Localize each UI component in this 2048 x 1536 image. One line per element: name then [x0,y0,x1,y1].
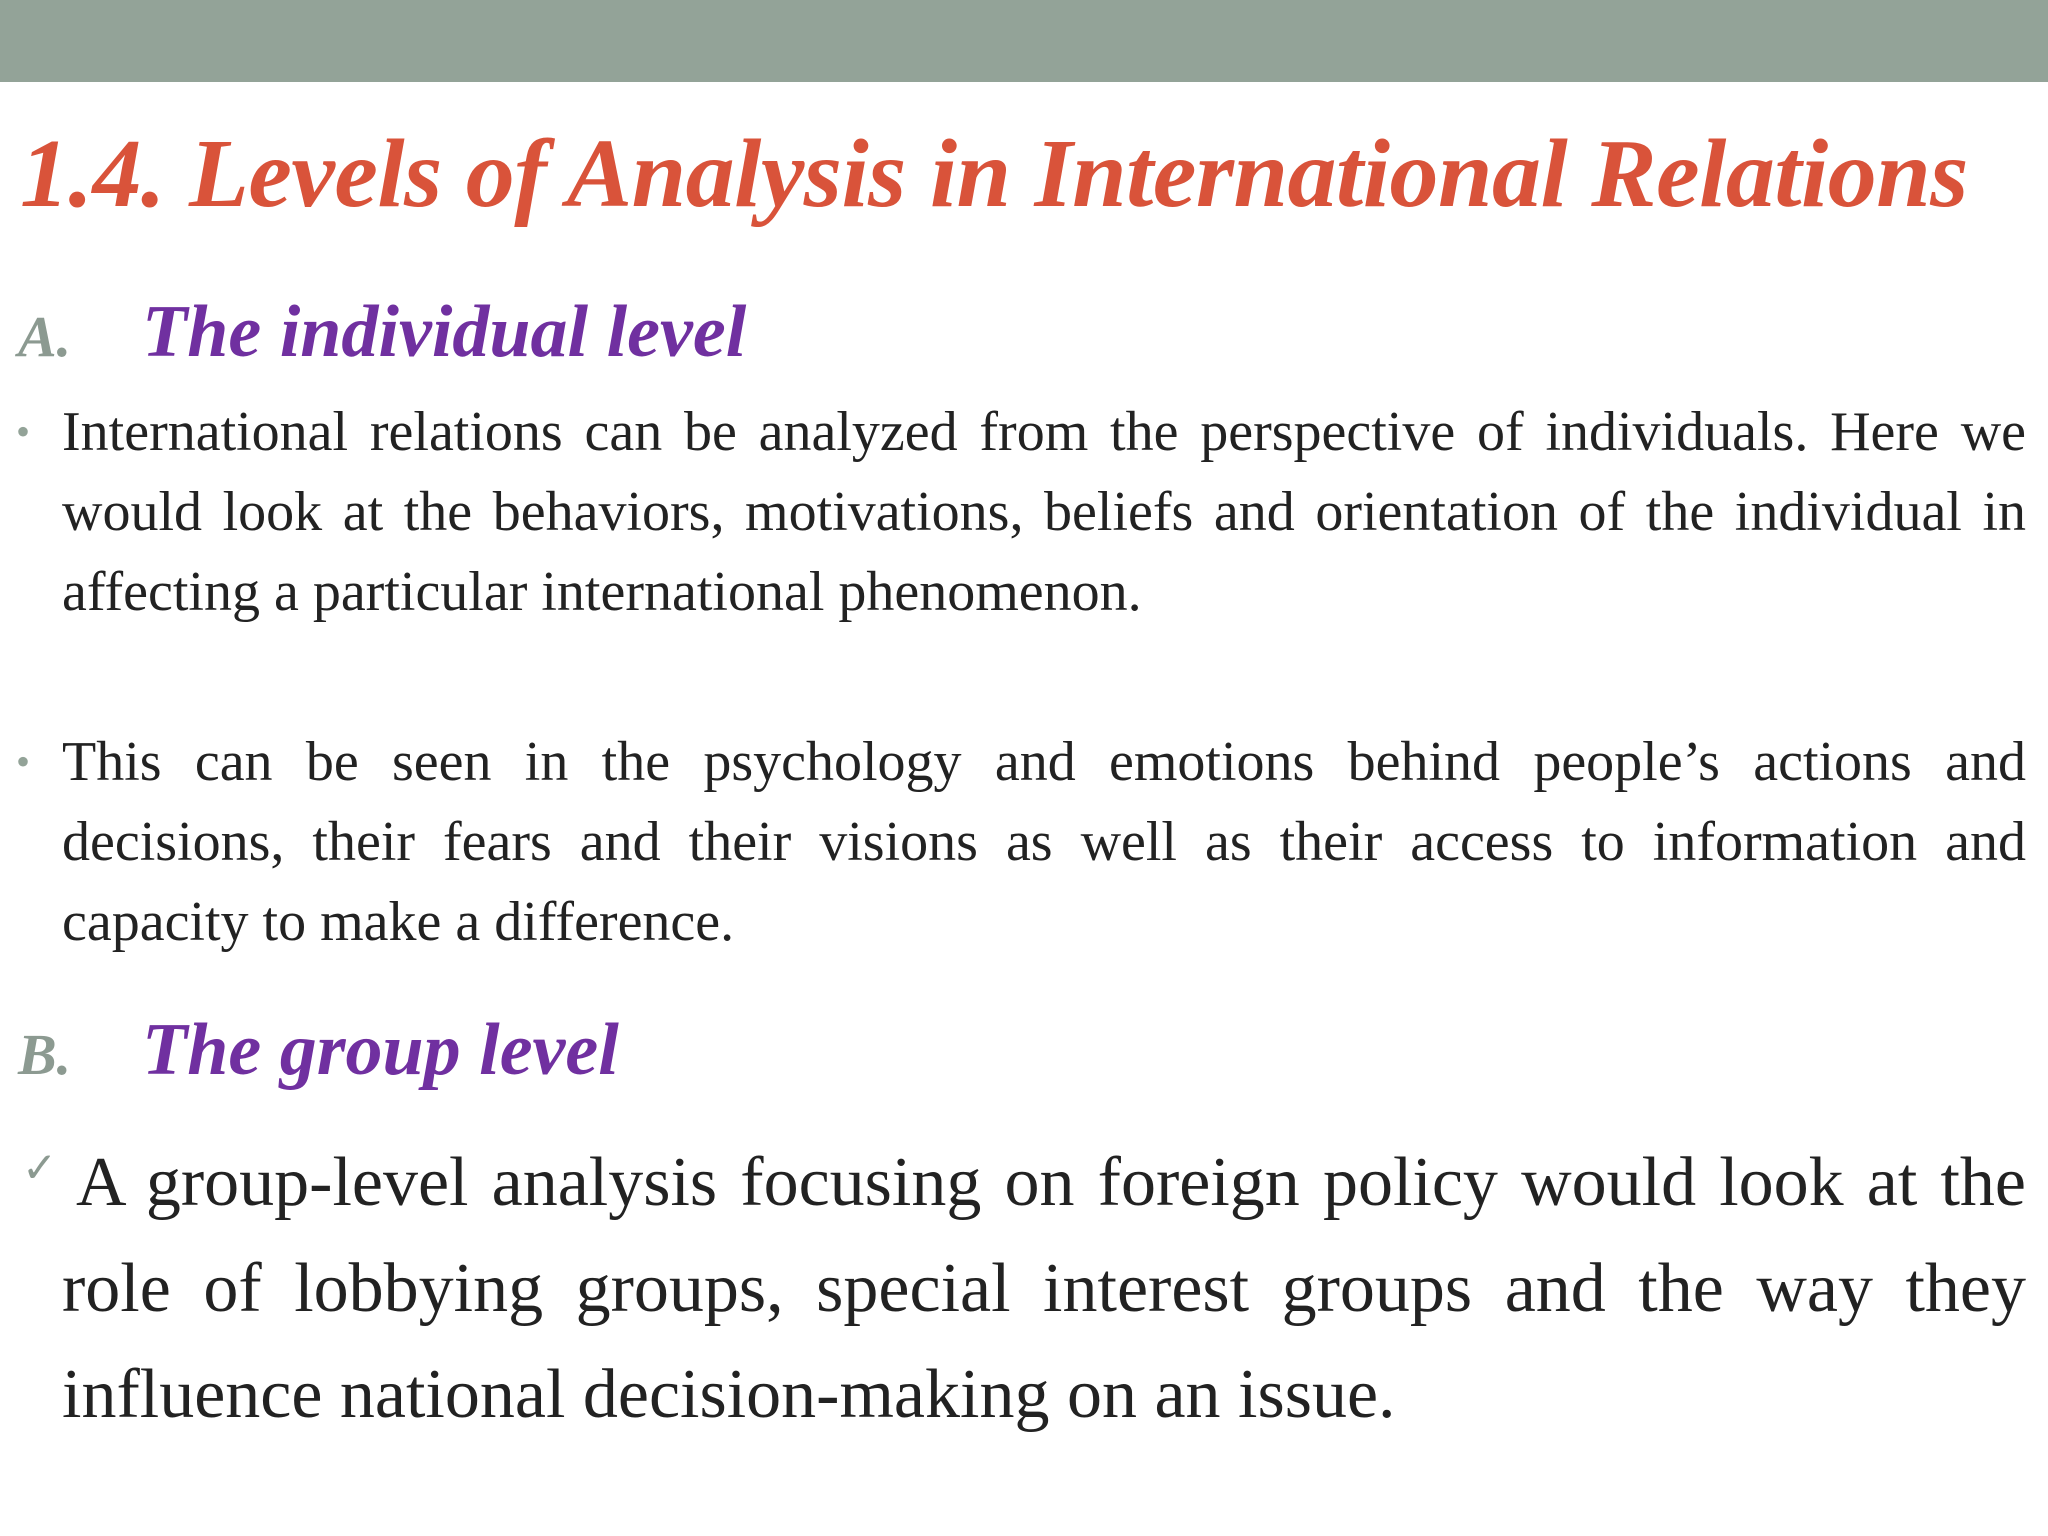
section-heading-text: The individual level [142,291,747,373]
bullet-dot-icon: • [16,739,31,784]
section-heading-text: The group level [142,1009,619,1091]
bullet-text: A group-level analysis focusing on foreign policy would look at the role of lobbying groups, special interest groups and the way they influence national decision-making on an issue. [62,1144,2026,1433]
section-heading-individual [18,284,746,397]
slide-title: 1.4. Levels of Analysis in International Relations [20,120,1968,228]
section-letter: B. [18,1022,72,1087]
bullet-item [22,1130,2026,1448]
bullet-text: This can be seen in the psychology and emotions behind people’s actions and decisions, their fears and their visions as well as their access to information and capacity to make a difference. [62,731,2026,953]
checkmark-icon: ✓ [22,1146,58,1192]
slide-top-bar [0,0,2048,82]
section-letter: A. [18,304,72,369]
bullet-dot-icon: • [16,409,31,454]
bullet-text: International relations can be analyzed from the perspective of individuals. Here we would look at the behaviors, motivations, beliefs and orientation of the individual in affecting a particular international phenomenon. [62,401,2026,623]
bullet-item [16,392,2026,632]
bullet-item [16,722,2026,962]
section-heading-group [18,1002,619,1115]
